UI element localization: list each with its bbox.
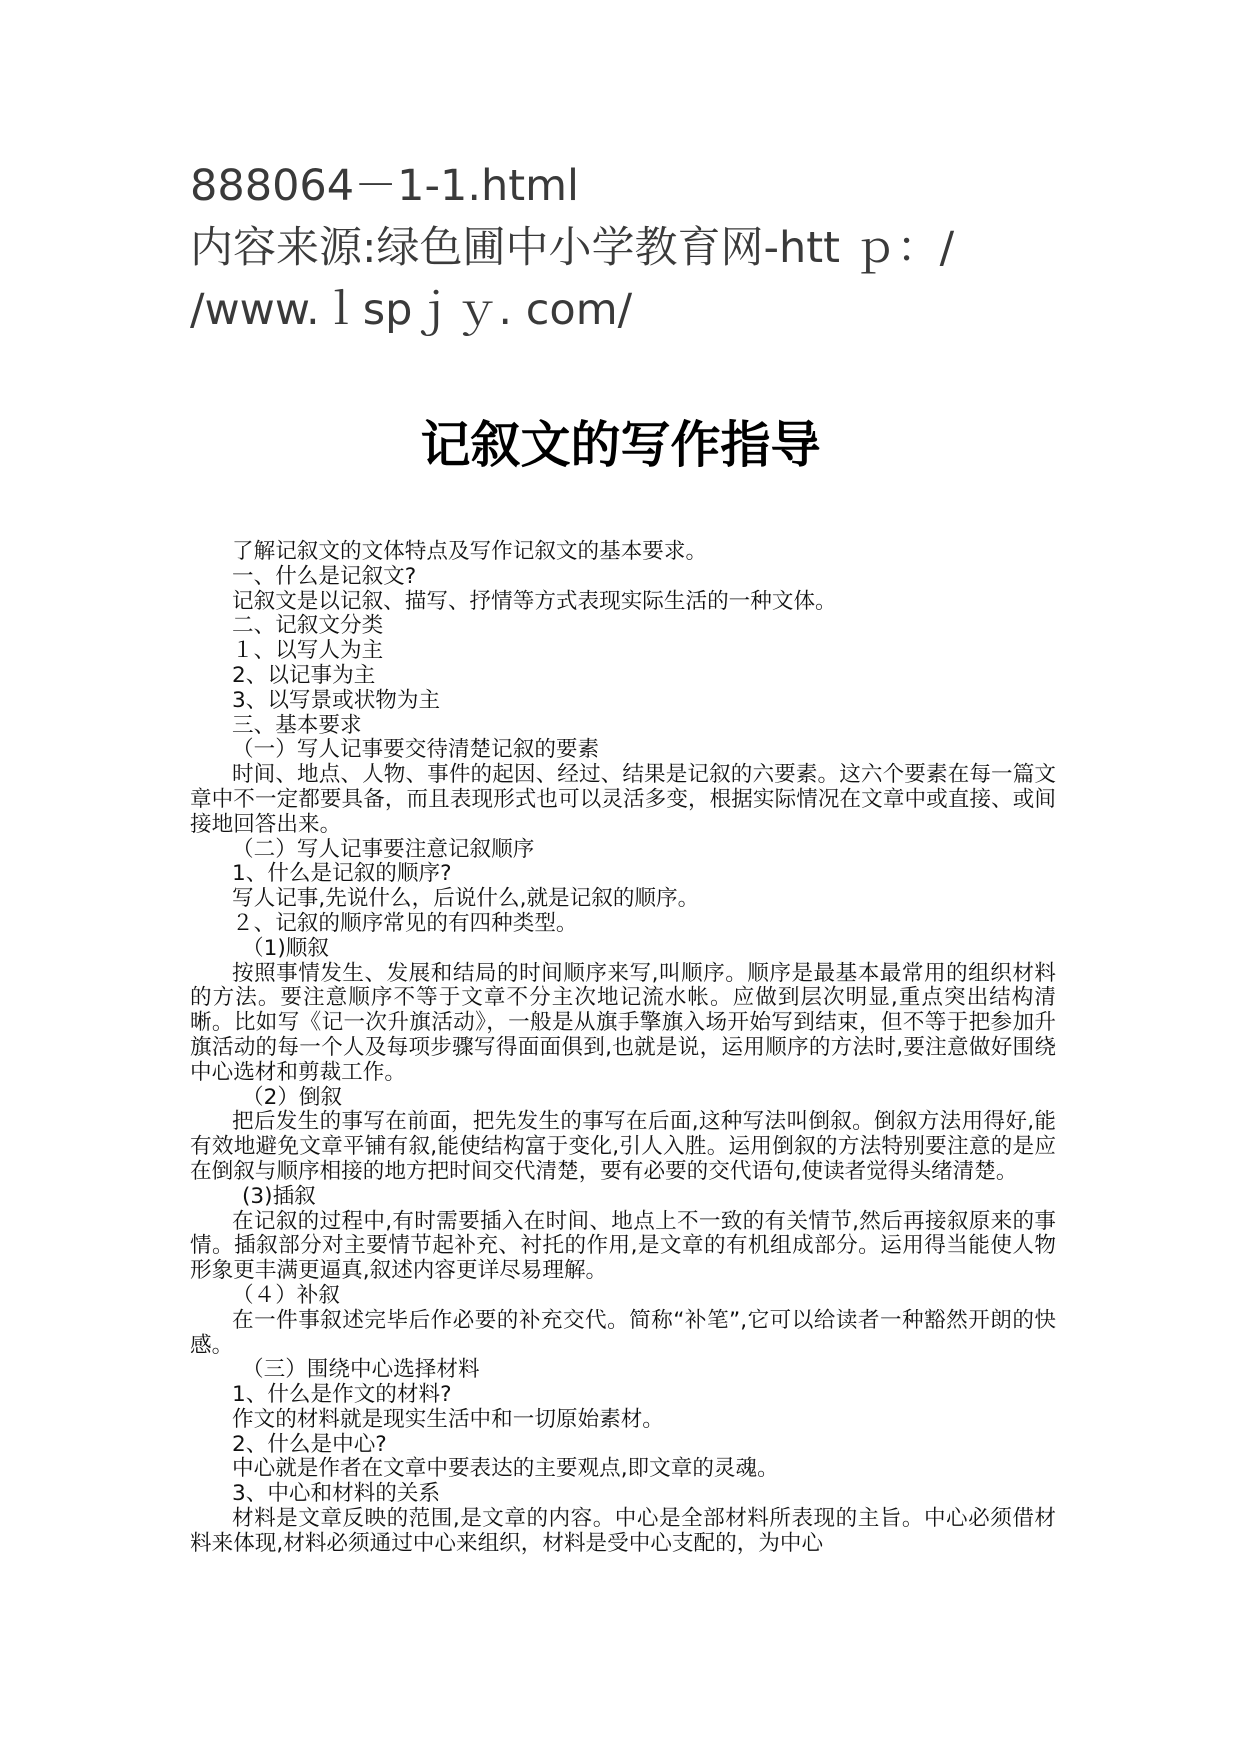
subsection-heading: (3)插叙 — [242, 1183, 316, 1209]
paragraph: 按照事情发生、发展和结局的时间顺序来写,叫顺序。顺序是最基本最常用的组织材料的方法。要注意顺序不等于文章不分主次地记流水帐。应做到层次明显,重点突出结构清晰。比如写《记一次升旗活动》，一般是从旗手擎旗入场开始写到结束，但不等于把参加升旗活动的每一个人及每项步骤写得面面俱到,也就是说，运用顺序的方法时,要注意做好围绕中心选材和剪裁工作。 — [190, 960, 1056, 1085]
list-item: 3、中心和材料的关系 — [232, 1481, 441, 1507]
paragraph: 材料是文章反映的范围,是文章的内容。中心是全部材料所表现的主旨。中心必须借材料来体现,材料必须通过中心来组织，材料是受中心支配的，为中心 — [190, 1506, 1056, 1556]
paragraph: 在一件事叙述完毕后作必要的补充交代。简称“补笔”,它可以给读者一种豁然开朗的快感。 — [190, 1307, 1056, 1358]
list-item: 2、什么是中心? — [232, 1431, 387, 1457]
document-header — [190, 155, 1070, 341]
list-item: 2、以记事为主 — [232, 662, 376, 688]
paragraph: 中心就是作者在文章中要表达的主要观点,即文章的灵魂。 — [232, 1456, 779, 1482]
paragraph: 了解记叙文的文体特点及写作记叙文的基本要求。 — [232, 539, 708, 564]
section-heading: 二、记叙文分类 — [232, 613, 384, 639]
subsection-heading: （2）倒叙 — [242, 1084, 343, 1110]
subsection-heading: （三）围绕中心选择材料 — [242, 1357, 480, 1383]
subsection-heading: （二）写人记事要注意记叙顺序 — [232, 836, 535, 862]
header-source: 内容来源:绿色圃中小学教育网-htt ｐ：/ — [190, 223, 955, 273]
subsection-heading: （一）写人记事要交待清楚记叙的要素 — [232, 737, 600, 763]
list-item: 3、以写景或状物为主 — [232, 687, 441, 713]
list-item: １、以写人为主 — [232, 638, 384, 664]
list-item: 1、什么是记叙的顺序? — [232, 861, 452, 887]
paragraph: 在记叙的过程中,有时需要插入在时间、地点上不一致的有关情节,然后再接叙原来的事情。插叙部分对主要情节起补充、衬托的作用,是文章的有机组成部分。运用得当能使人物形象更丰满更逼真,叙述内容更详尽易理解。 — [190, 1208, 1056, 1284]
section-heading: 一、什么是记叙文? — [232, 563, 417, 589]
header-url: /www.ｌspｊｙ. com/ — [190, 285, 633, 335]
paragraph: 时间、地点、人物、事件的起因、经过、结果是记叙的六要素。这六个要素在每一篇文章中不一定都要具备，而且表现形式也可以灵活多变，根据实际情况在文章中或直接、或间接地回答出来。 — [190, 762, 1056, 837]
paragraph: 作文的材料就是现实生活中和一切原始素材。 — [232, 1406, 664, 1432]
list-item: ２、记叙的顺序常见的有四种类型。 — [232, 910, 578, 936]
list-item: 1、什么是作文的材料? — [232, 1382, 452, 1408]
document-body — [190, 540, 1056, 1557]
subsection-heading: （４）补叙 — [232, 1282, 340, 1308]
subsection-heading: （1)顺叙 — [242, 935, 329, 961]
header-filename: 888064－1-1.html — [190, 161, 579, 211]
paragraph: 写人记事,先说什么，后说什么,就是记叙的顺序。 — [232, 886, 700, 912]
section-heading: 三、基本要求 — [232, 712, 362, 738]
document-title: 记叙文的写作指导 — [420, 416, 821, 474]
paragraph: 把后发生的事写在前面，把先发生的事写在后面,这种写法叫倒叙。倒叙方法用得好,能有效地避免文章平铺有叙,能使结构富于变化,引人入胜。运用倒叙的方法特别要注意的是应在倒叙与顺序相接的地方把时间交代清楚，要有必要的交代语句,使读者觉得头绪清楚。 — [190, 1109, 1056, 1184]
paragraph: 记叙文是以记叙、描写、抒情等方式表现实际生活的一种文体。 — [232, 588, 837, 614]
